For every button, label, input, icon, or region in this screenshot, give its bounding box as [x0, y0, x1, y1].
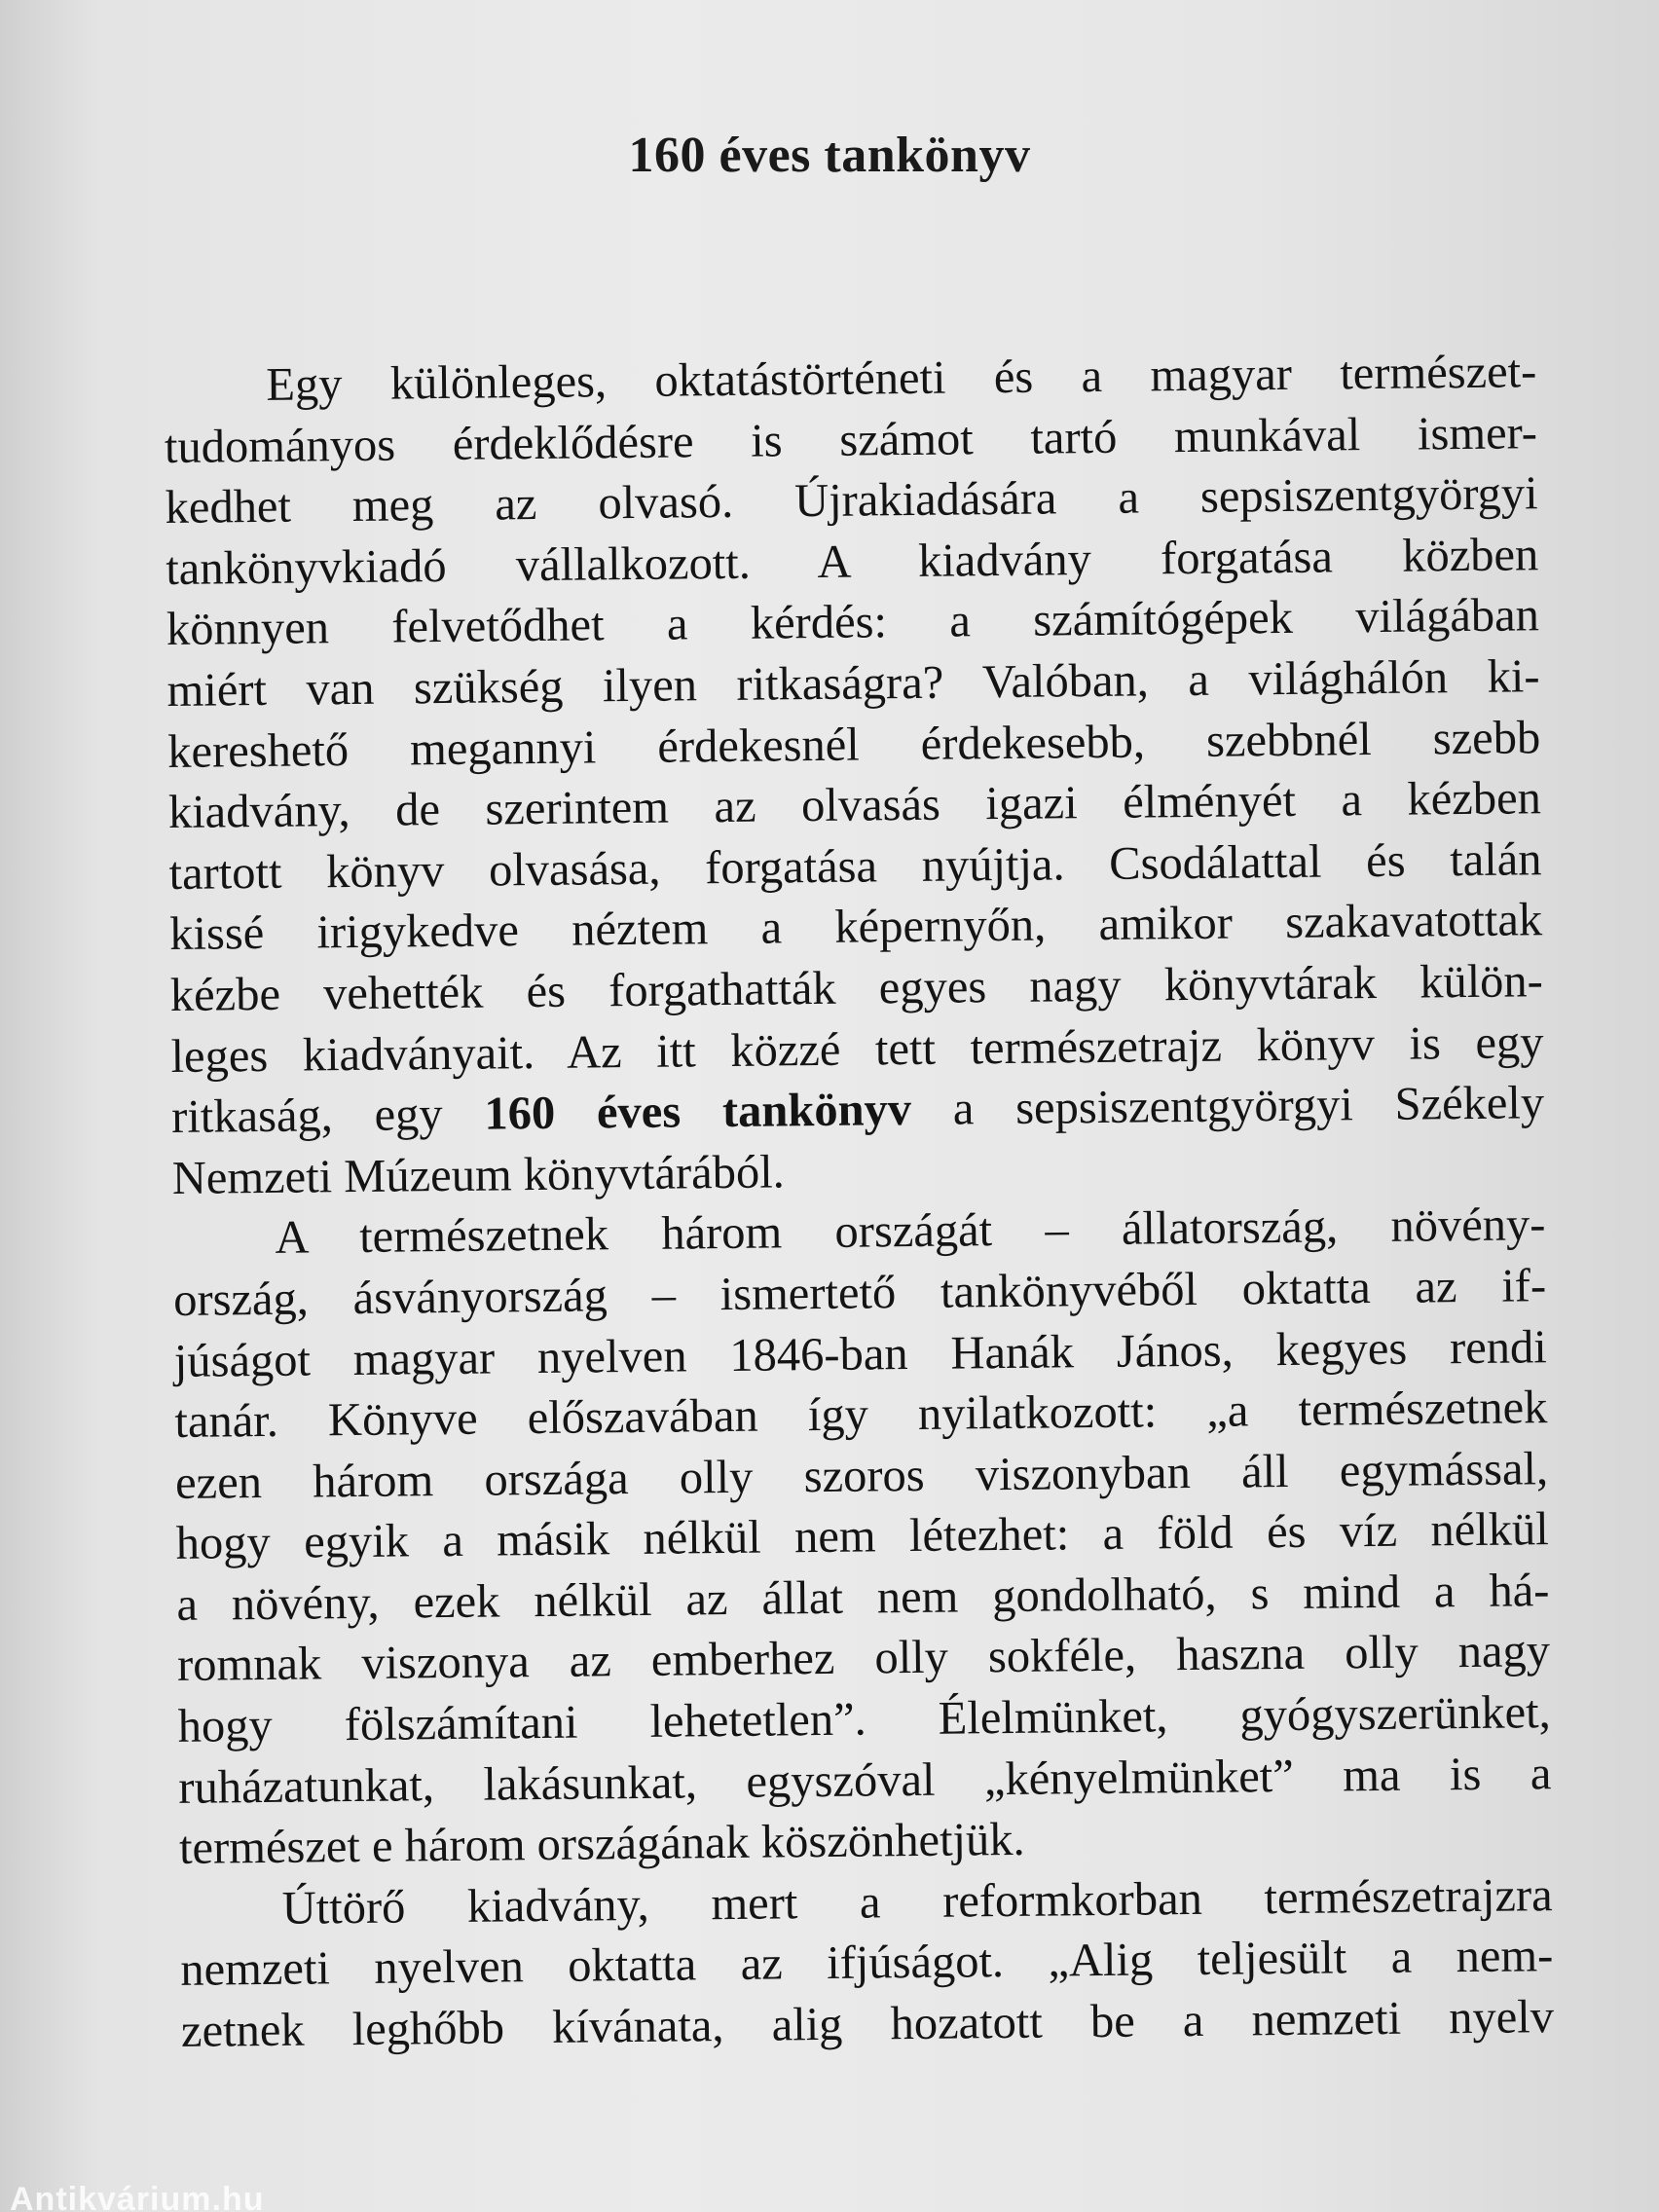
text-line: könnyen felvetődhet a kérdés: a számítógépek világában [166, 589, 1540, 656]
text-fragment: ritkaság, egy [170, 1088, 485, 1144]
paragraph-3 [179, 1865, 1554, 2063]
text-line: leges kiadványait. Az itt közzé tett természetrajz könyv is egy [170, 1015, 1544, 1083]
text-line: a növény, ezek nélkül az állat nem gondolható, s mind a há- [176, 1565, 1550, 1631]
paragraph-2 [172, 1195, 1552, 1879]
watermark-logo: Antikvárium.hu [10, 2181, 265, 2212]
text-line: tankönyvkiadó vállalkozott. A kiadvány forgatása közben [166, 529, 1539, 595]
text-line: tudományos érdeklődésre is számot tartó munkával ismer- [164, 406, 1538, 473]
text-line: Nemzeti Múzeum könyvtárából. [171, 1146, 786, 1204]
page-title: 160 éves tankönyv [628, 128, 1031, 183]
text-line: ország, ásványország – ismertető tankönyvéből oktatta az if- [172, 1260, 1547, 1326]
text-line: kereshető megannyi érdekesnél érdekesebb, szebbnél szebb [166, 711, 1541, 778]
text-line: tartott könyv olvasása, forgatása nyújtja. Csodálattal és talán [168, 832, 1542, 900]
text-line: hogy egyik a másik nélkül nem létezhet: a föld és víz nélkül [175, 1503, 1549, 1570]
text-line: Egy különleges, oktatástörténeti és a magyar természet- [266, 346, 1537, 411]
text-line: hogy fölszámítani lehetetlen”. Élelmünket, gyógyszerünket, [177, 1686, 1551, 1752]
text-line: ezen három országa olly szoros viszonyban áll egymással, [174, 1442, 1549, 1509]
text-line: kissé irigykedve néztem a képernyőn, amikor szakavatottak [168, 894, 1543, 961]
text-line: tanár. Könyve előszavában így nyilatkozott: „a természetnek [174, 1382, 1548, 1449]
body-text [164, 342, 1554, 2062]
text-line: júságot magyar nyelven 1846-ban Hanák János, kegyes rendi [173, 1320, 1548, 1387]
text-line: természet e három országának köszönhetjük. [178, 1814, 1025, 1875]
text-line: kézbe vehették és forgathatták egyes nagy könyvtárak külön- [169, 955, 1544, 1021]
text-fragment: a sepsiszentgyörgyi Székely [910, 1077, 1545, 1136]
text-line: miért van szükség ilyen ritkaságra? Valóban, a világhálón ki- [166, 650, 1540, 717]
text-line: kedhet meg az olvasó. Újrakiadására a sepsiszentgyörgyi [165, 467, 1538, 535]
text-line: ruházatunkat, lakásunkat, egyszóval „kényelmünket” ma is a [178, 1747, 1552, 1814]
bold-book-title: 160 éves tankönyv [484, 1084, 912, 1140]
text-line: nemzeti nyelven oktatta az ifjúságot. „Alig teljesült a nem- [180, 1930, 1554, 1997]
text-line: kiadvány, de szerintem az olvasás igazi élményét a kézben [167, 772, 1542, 839]
text-line: Úttörő kiadvány, mert a reformkorban természetrajzra [281, 1868, 1553, 1935]
text-line: A természetnek három országát – állatország, növény- [275, 1198, 1546, 1265]
paragraph-1 [164, 342, 1545, 1209]
text-line: romnak viszonya az emberhez olly sokféle, haszna olly nagy [176, 1625, 1551, 1692]
text-line: zetnek leghőbb kívánata, alig hozatott be a nemzeti nyelv [180, 1991, 1555, 2057]
